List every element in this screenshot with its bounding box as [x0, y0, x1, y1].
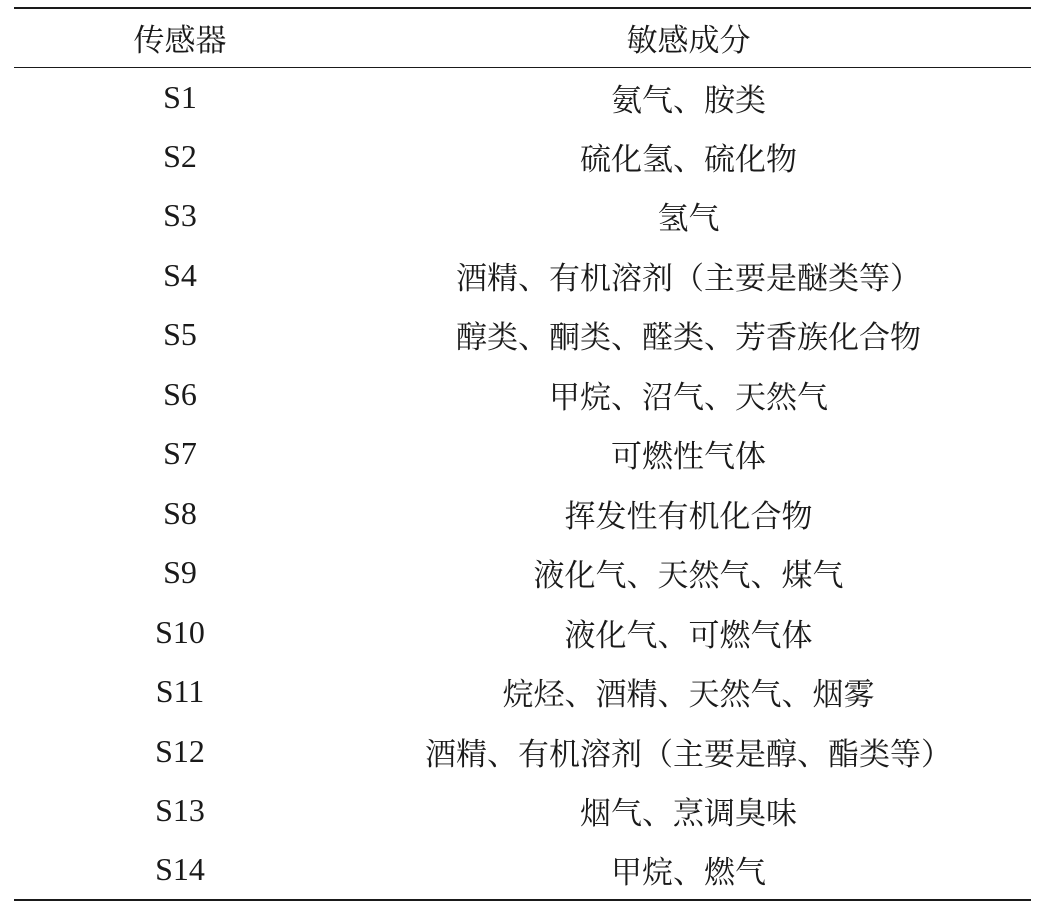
component-cell: 酒精、有机溶剂（主要是醚类等）: [456, 260, 921, 297]
sensor-id-cell: S5: [163, 316, 197, 353]
component-cell: 甲烷、燃气: [346, 841, 1031, 901]
component-cell: 甲烷、沼气、天然气: [549, 379, 828, 416]
table-row: [14, 67, 1031, 127]
component-cell: 醇类、酮类、醛类、芳香族化合物: [456, 320, 921, 357]
component-cell: 氨气、胺类: [611, 82, 766, 119]
sensor-id-cell: S11: [155, 673, 205, 710]
sensor-id-cell: S9: [163, 554, 197, 591]
table-body: [14, 67, 1031, 900]
sensor-id-cell: S10: [155, 613, 205, 650]
table-header: [14, 8, 1031, 67]
table-row: [14, 781, 1031, 841]
header-sensitive-component: 敏感成分: [346, 8, 1031, 67]
sensor-id-cell: S4: [163, 256, 197, 293]
table-row: [14, 662, 1031, 722]
header-row: [14, 8, 1031, 67]
sensor-table-container: [14, 7, 1031, 901]
component-cell: 氢气: [657, 201, 720, 238]
component-cell: 烷烃、酒精、天然气、烟雾: [502, 677, 875, 714]
table-row: [14, 127, 1031, 187]
component-cell: 烟气、烹调臭味: [580, 796, 797, 833]
table-row: [14, 305, 1031, 365]
component-cell: 挥发性有机化合物: [564, 498, 813, 535]
table-row: [14, 424, 1031, 484]
table-row: [14, 484, 1031, 544]
sensor-id-cell: S3: [163, 197, 197, 234]
component-cell: 可燃性气体: [611, 439, 766, 476]
table-row: [14, 246, 1031, 306]
table-row: [14, 841, 1031, 901]
sensor-id-cell: S14: [14, 841, 346, 901]
table-row: [14, 543, 1031, 603]
sensor-id-cell: S13: [155, 792, 205, 829]
table-row: [14, 365, 1031, 425]
table-row: [14, 186, 1031, 246]
component-cell: 液化气、天然气、煤气: [533, 558, 844, 595]
sensor-id-cell: S6: [163, 375, 197, 412]
sensor-table: [14, 7, 1031, 901]
component-cell: 酒精、有机溶剂（主要是醇、酯类等）: [425, 736, 952, 773]
sensor-id-cell: S7: [163, 435, 197, 472]
component-cell: 硫化氢、硫化物: [580, 141, 797, 178]
sensor-id-cell: S8: [163, 494, 197, 531]
sensor-id-cell: S1: [163, 78, 197, 115]
component-cell: 液化气、可燃气体: [564, 617, 813, 654]
sensor-id-cell: S12: [155, 732, 205, 769]
table-row: [14, 722, 1031, 782]
header-sensor: 传感器: [14, 8, 346, 67]
table-row: [14, 603, 1031, 663]
sensor-id-cell: S2: [163, 137, 197, 174]
